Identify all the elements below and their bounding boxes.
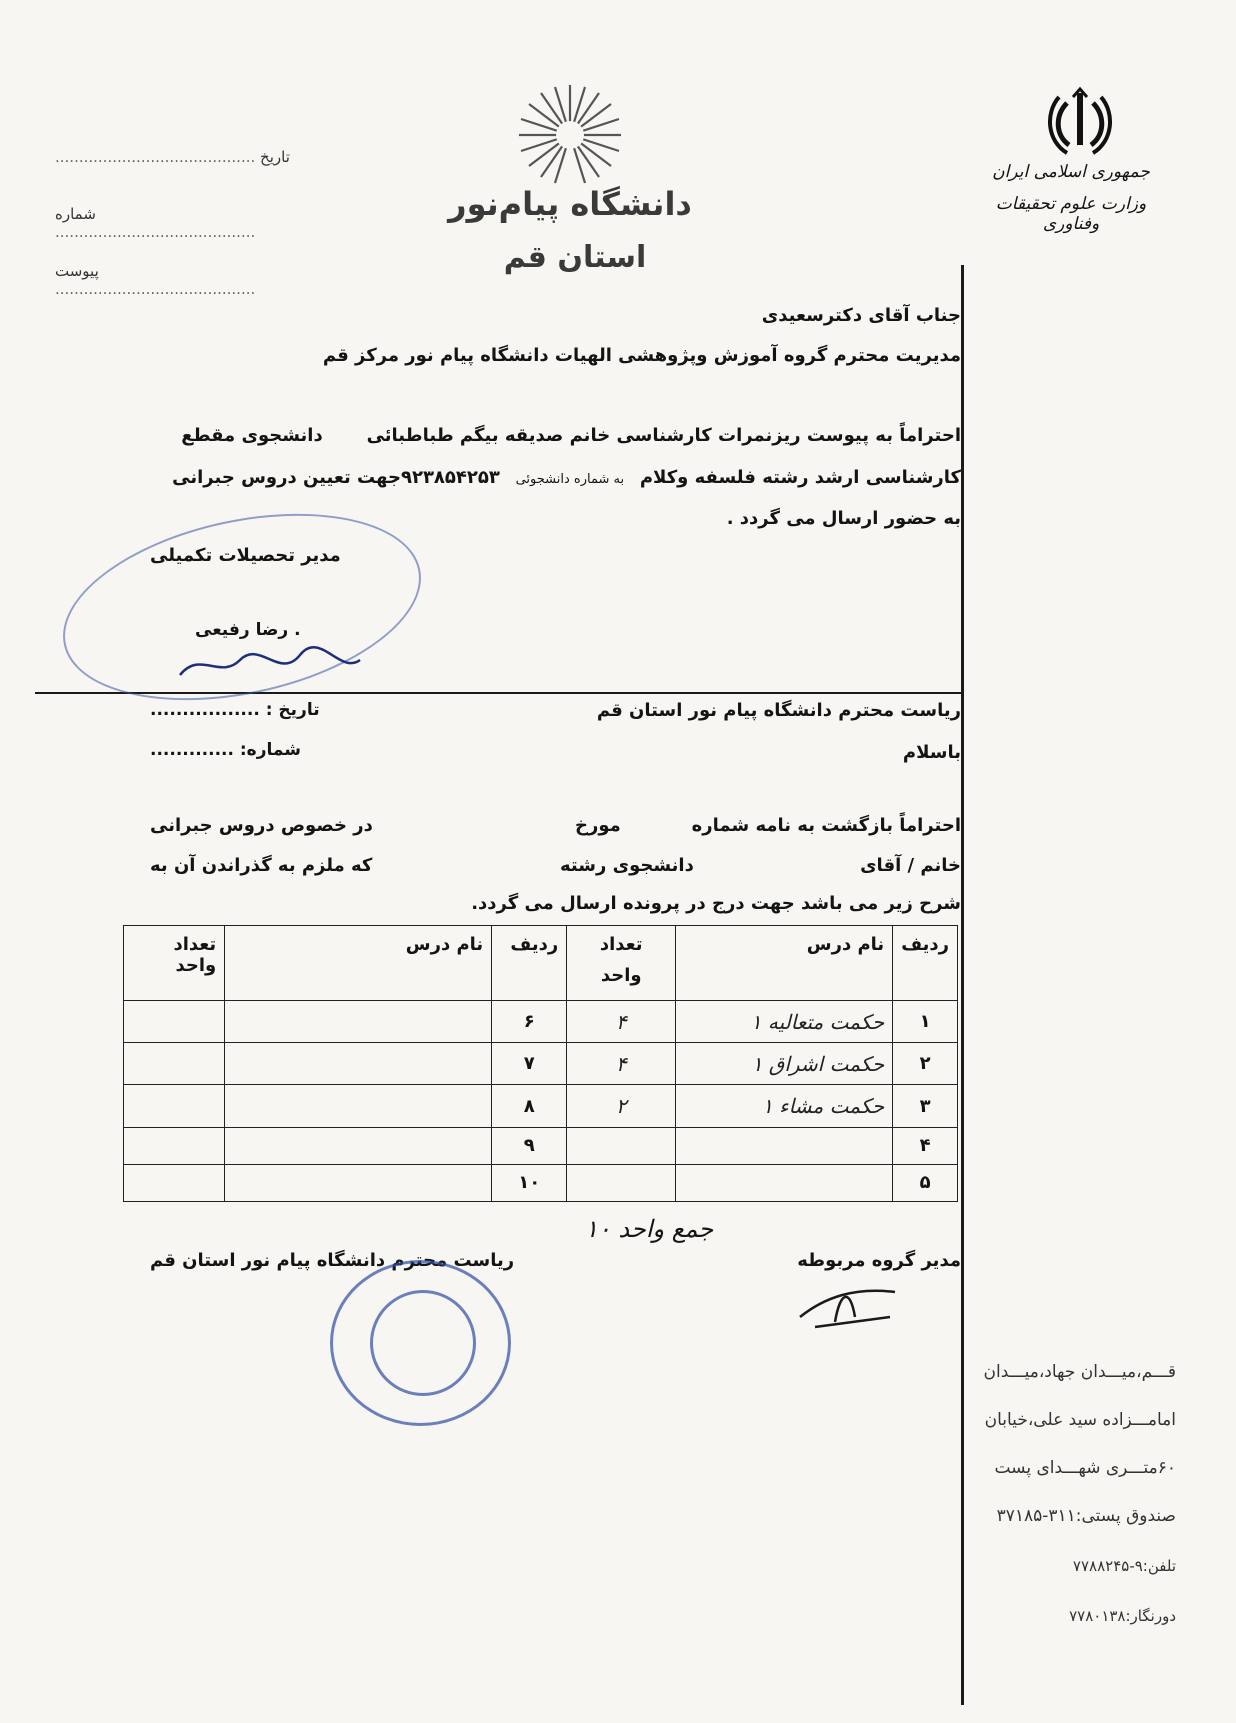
course-units (567, 1127, 676, 1164)
group-manager-label: مدیر گروه مربوطه (797, 1250, 961, 1271)
row-no-2: ۶ (492, 1001, 567, 1043)
letter2-body-line3: شرح زیر می باشد جهت درج در پرونده ارسال می گردد. (471, 893, 961, 914)
row-no: ۲ (893, 1043, 958, 1085)
letter2-body-line2-a: خانم / آقای (860, 855, 961, 876)
letter2-body-line2-c: که ملزم به گذراندن آن به (150, 855, 373, 876)
letter1-recipient-title: مدیریت محترم گروه آموزش وپژوهشی الهیات دانشگاه پیام نور مرکز قم (322, 345, 961, 366)
presidency-label: ریاست محترم دانشگاه پیام نور استان قم (150, 1250, 515, 1271)
course-units: ۴ (567, 1001, 676, 1043)
ministry-line1: جمهوری اسلامی ایران (992, 162, 1150, 182)
letter1-body-line2 (172, 467, 961, 488)
table-row (124, 1001, 958, 1043)
course-units-2 (124, 1001, 225, 1043)
table-header-row (124, 926, 958, 1001)
row-no: ۱ (893, 1001, 958, 1043)
row-no-2: ۷ (492, 1043, 567, 1085)
course-name-2 (225, 1127, 492, 1164)
col-course-name-2: نام درس (225, 926, 492, 1001)
course-units-2 (124, 1127, 225, 1164)
course-units-2 (124, 1085, 225, 1127)
row-no-2: ۸ (492, 1085, 567, 1127)
address-fax: دورنگار:۷۷۸۰۱۳۸ (1069, 1607, 1176, 1625)
course-units (567, 1164, 676, 1201)
course-name: حکمت اشراق ۱ (676, 1043, 893, 1085)
course-units: ۲ (567, 1085, 676, 1127)
attachment-dots: .......................................... (55, 280, 256, 298)
number-dots: .......................................... (55, 223, 256, 241)
row-no: ۵ (893, 1164, 958, 1201)
col-units (567, 926, 676, 1001)
course-name (676, 1127, 893, 1164)
course-units-2 (124, 1164, 225, 1201)
letter2-body-line1-c: در خصوص دروس جبرانی (150, 815, 373, 836)
date-label: تاریخ (260, 148, 290, 166)
course-name-2 (225, 1164, 492, 1201)
signature-mark (170, 640, 370, 690)
attachment-field (55, 262, 295, 298)
col-course-name: نام درس (676, 926, 893, 1001)
col-units-line1: تعداد (599, 934, 643, 955)
col-row-no: ردیف (893, 926, 958, 1001)
attachment-label: پیوست (55, 262, 99, 280)
university-name: دانشگاه پیام‌نور (448, 185, 692, 223)
letter2-greeting: باسلام (902, 742, 961, 763)
university-province: استان قم (503, 240, 647, 275)
number-field (55, 205, 295, 241)
table-row (124, 1043, 958, 1085)
letter2-body-line1-a: احتراماً بازگشت به نامه شماره (691, 815, 961, 836)
col-units-2: تعداد واحد (124, 926, 225, 1001)
letter2-date-field: تاریخ : ................. (150, 700, 320, 720)
seal-inner-ring (370, 1290, 476, 1396)
address-line1: قـــم،میـــدان جهاد،میـــدان (983, 1362, 1176, 1382)
student-no-label: به شماره دانشجوئی (515, 472, 625, 487)
signer-name: . رضا رفیعی (195, 620, 301, 640)
course-name: حکمت متعالیه ۱ (676, 1001, 893, 1043)
ministry-line2: وزارت علوم تحقیقات وفناوری (995, 194, 1147, 234)
col-row-no-2: ردیف (492, 926, 567, 1001)
table-row (124, 1164, 958, 1201)
date-dots: .......................................... (55, 148, 256, 166)
course-name (676, 1164, 893, 1201)
letter1-recipient: جناب آقای دکترسعیدی (761, 305, 961, 326)
margin-rule (961, 265, 964, 1705)
number-label: شماره (55, 205, 96, 223)
address-phone: تلفن:۹-۷۷۸۸۲۴۵ (1072, 1557, 1176, 1575)
courses-table (123, 925, 958, 1202)
signer-title: مدیر تحصیلات تکمیلی (150, 545, 341, 566)
row-no-2: ۹ (492, 1127, 567, 1164)
col-units-line2: واحد (600, 965, 642, 986)
course-name-2 (225, 1043, 492, 1085)
units-total: جمع واحد ۱۰ (585, 1215, 714, 1243)
address-line3: ۶۰متـــری شهـــدای پست (994, 1458, 1176, 1478)
course-units: ۴ (567, 1043, 676, 1085)
letter1-body-line1: احتراماً به پیوست ریزنمرات کارشناسی خانم صدیقه بیگم طباطبائی دانشجوی مقطع (181, 425, 961, 446)
student-no-value: ۹۲۳۸۵۴۲۵۳جهت تعیین دروس جبرانی (172, 467, 500, 488)
field-of-study: کارشناسی ارشد رشته فلسفه وکلام (639, 467, 961, 488)
row-no: ۴ (893, 1127, 958, 1164)
letter2-body-line2-b: دانشجوی رشته (560, 855, 694, 876)
letter2-body-line1-b: مورخ (575, 815, 621, 836)
row-no: ۳ (893, 1085, 958, 1127)
letter1-body-line3: به حضور ارسال می گردد . (726, 508, 961, 529)
address-line2: امامـــزاده سید علی،خیابان (984, 1410, 1176, 1430)
table-row (124, 1127, 958, 1164)
iran-emblem-icon (1045, 85, 1115, 160)
letter2-number-field: شماره: ............. (150, 740, 301, 760)
course-name-2 (225, 1001, 492, 1043)
address-line4: صندوق پستی:۳۱۱-۳۷۱۸۵ (996, 1506, 1176, 1526)
course-name-2 (225, 1085, 492, 1127)
table-row (124, 1085, 958, 1127)
date-field (55, 148, 295, 166)
group-manager-signature (795, 1272, 905, 1332)
university-logo-icon (515, 80, 625, 190)
course-name: حکمت مشاء ۱ (676, 1085, 893, 1127)
letter2-recipient: ریاست محترم دانشگاه پیام نور استان قم (596, 700, 961, 721)
course-units-2 (124, 1043, 225, 1085)
row-no-2: ۱۰ (492, 1164, 567, 1201)
